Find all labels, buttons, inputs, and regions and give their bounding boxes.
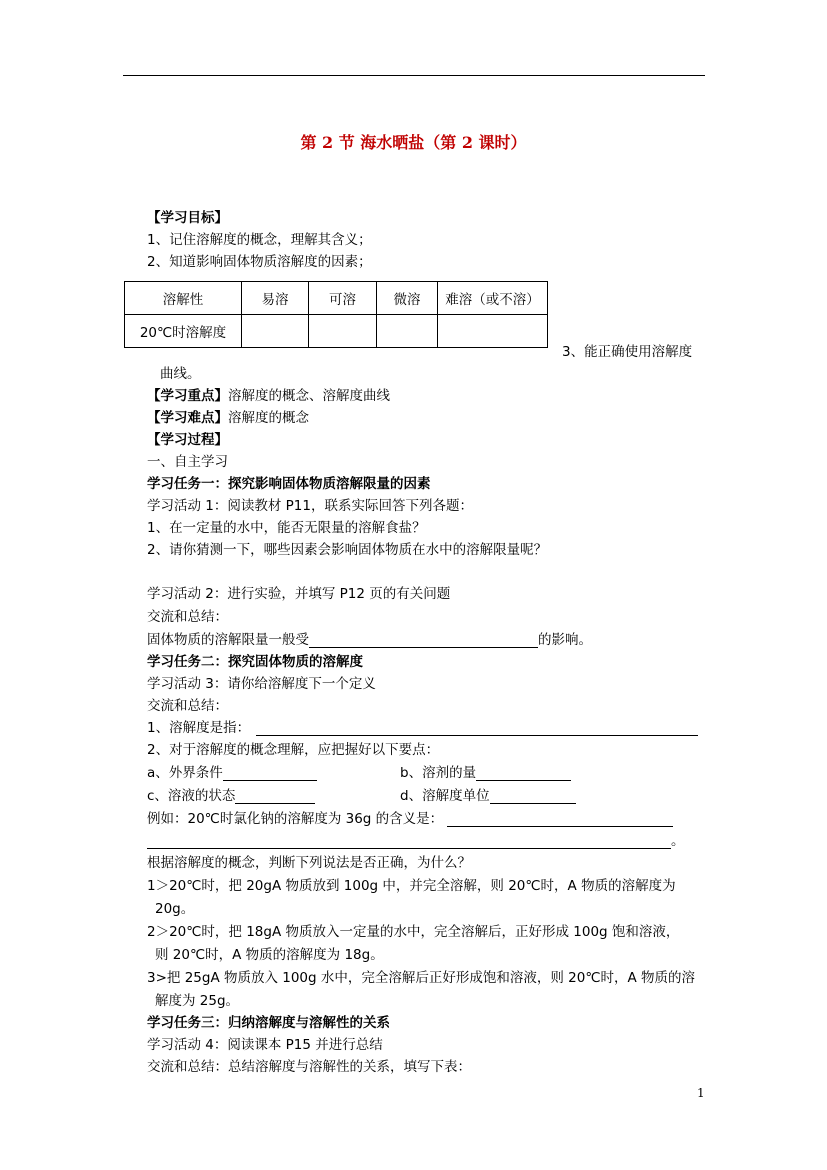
example-blank[interactable]: [447, 811, 673, 827]
task-3: 学习任务三：归纳溶解度与溶解性的关系: [147, 1015, 390, 1031]
activity-3: 学习活动 3：请你给溶解度下一个定义: [147, 676, 376, 692]
table-header-cell: 微溶: [377, 282, 438, 315]
example-line-2: [147, 829, 685, 849]
table-header-cell: 难溶（或不溶）: [438, 282, 548, 315]
solubility-table: [124, 281, 548, 348]
task-1: 学习任务一：探究影响固体物质溶解限量的因素: [147, 476, 431, 492]
example-line: [147, 807, 673, 827]
activity-4: 学习活动 4：阅读课本 P15 并进行总结: [147, 1037, 383, 1053]
question-2: 2、请你猜测一下，哪些因素会影响固体物质在水中的溶解限量呢？: [147, 542, 548, 558]
table-cell: [377, 315, 438, 348]
point-c: [147, 784, 315, 804]
header-rule: [123, 75, 705, 76]
judge-intro: 根据溶解度的概念，判断下列说法是否正确，为什么？: [147, 855, 471, 871]
table-cell: [309, 315, 377, 348]
point-b-blank[interactable]: [476, 765, 571, 781]
activity-2: 学习活动 2：进行实验，并填写 P12 页的有关问题: [147, 586, 451, 602]
fill-1-text: 固体物质的溶解限量一般受: [147, 632, 309, 648]
goal-3: 3、能正确使用溶解度: [562, 344, 693, 360]
point-c-blank[interactable]: [235, 788, 315, 804]
question-1: 1、在一定量的水中，能否无限量的溶解食盐？: [147, 520, 426, 536]
judge-3-cont: 解度为 25g。: [155, 993, 240, 1009]
difficulty: [147, 406, 309, 426]
point-d: [400, 784, 576, 804]
table-row-label: 20℃时溶解度: [125, 315, 242, 348]
judge-3: 3>把 25gA 物质放入 100g 水中，完全溶解后正好形成饱和溶液，则 20℃时，A 物质的溶: [147, 970, 696, 986]
table-cell: [438, 315, 548, 348]
judge-1: 1＞20℃时，把 20gA 物质放到 100g 中，并完全溶解，则 20℃时，A 物质的溶解度为: [147, 878, 676, 894]
table-header-cell: 易溶: [242, 282, 309, 315]
table-row: [125, 315, 548, 348]
definition-blank[interactable]: [256, 720, 698, 736]
point-a: [147, 761, 317, 781]
definition-line: [147, 716, 698, 736]
points-intro: 2、对于溶解度的概念理解，应把握好以下要点：: [147, 742, 440, 758]
process-header: 【学习过程】: [147, 432, 228, 448]
example-period: 。: [671, 833, 685, 849]
key-text: 溶解度的概念、溶解度曲线: [228, 388, 390, 404]
key-points: [147, 384, 390, 404]
table-header-cell: 溶解性: [125, 282, 242, 315]
point-b-text: b、溶剂的量: [400, 765, 477, 781]
page-number: 1: [697, 1086, 705, 1100]
point-a-blank[interactable]: [223, 765, 317, 781]
goals-header: 【学习目标】: [147, 210, 228, 226]
difficulty-label: 【学习难点】: [147, 410, 228, 426]
exchange-3: 交流和总结：总结溶解度与溶解性的关系，填写下表：: [147, 1059, 471, 1075]
example-blank-2[interactable]: [147, 833, 671, 849]
point-c-text: c、溶液的状态: [147, 788, 236, 804]
fill-line-1: [147, 628, 592, 648]
judge-2-cont: 则 20℃时，A 物质的溶解度为 18g。: [155, 947, 384, 963]
judge-1-cont: 20g。: [155, 901, 195, 917]
key-label: 【学习重点】: [147, 388, 228, 404]
goal-1: 1、记住溶解度的概念，理解其含义；: [147, 232, 372, 248]
definition-text: 1、溶解度是指：: [147, 720, 251, 736]
page-title: 第 2 节 海水晒盐（第 2 课时）: [300, 133, 527, 152]
judge-2: 2＞20℃时，把 18gA 物质放入一定量的水中，完全溶解后，正好形成 100g 饱和溶液，: [147, 924, 680, 940]
exchange-2: 交流和总结：: [147, 698, 228, 714]
point-d-blank[interactable]: [490, 788, 576, 804]
table-header-cell: 可溶: [309, 282, 377, 315]
example-text: 例如：20℃时氯化钠的溶解度为 36g 的含义是：: [147, 811, 444, 827]
exchange-1: 交流和总结：: [147, 609, 228, 625]
table-cell: [242, 315, 309, 348]
task-2: 学习任务二：探究固体物质的溶解度: [147, 654, 363, 670]
section-1: 一、自主学习: [147, 454, 228, 470]
goal-3-cont: 曲线。: [160, 366, 201, 382]
goal-2: 2、知道影响固体物质溶解度的因素；: [147, 254, 372, 270]
fill-1-tail: 的影响。: [538, 632, 592, 648]
difficulty-text: 溶解度的概念: [228, 410, 309, 426]
point-a-text: a、外界条件: [147, 765, 223, 781]
table-row: [125, 282, 548, 315]
activity-1: 学习活动 1：阅读教材 P11，联系实际回答下列各题：: [147, 498, 473, 514]
point-b: [400, 761, 571, 781]
point-d-text: d、溶解度单位: [400, 788, 490, 804]
blank-1[interactable]: [309, 632, 538, 648]
